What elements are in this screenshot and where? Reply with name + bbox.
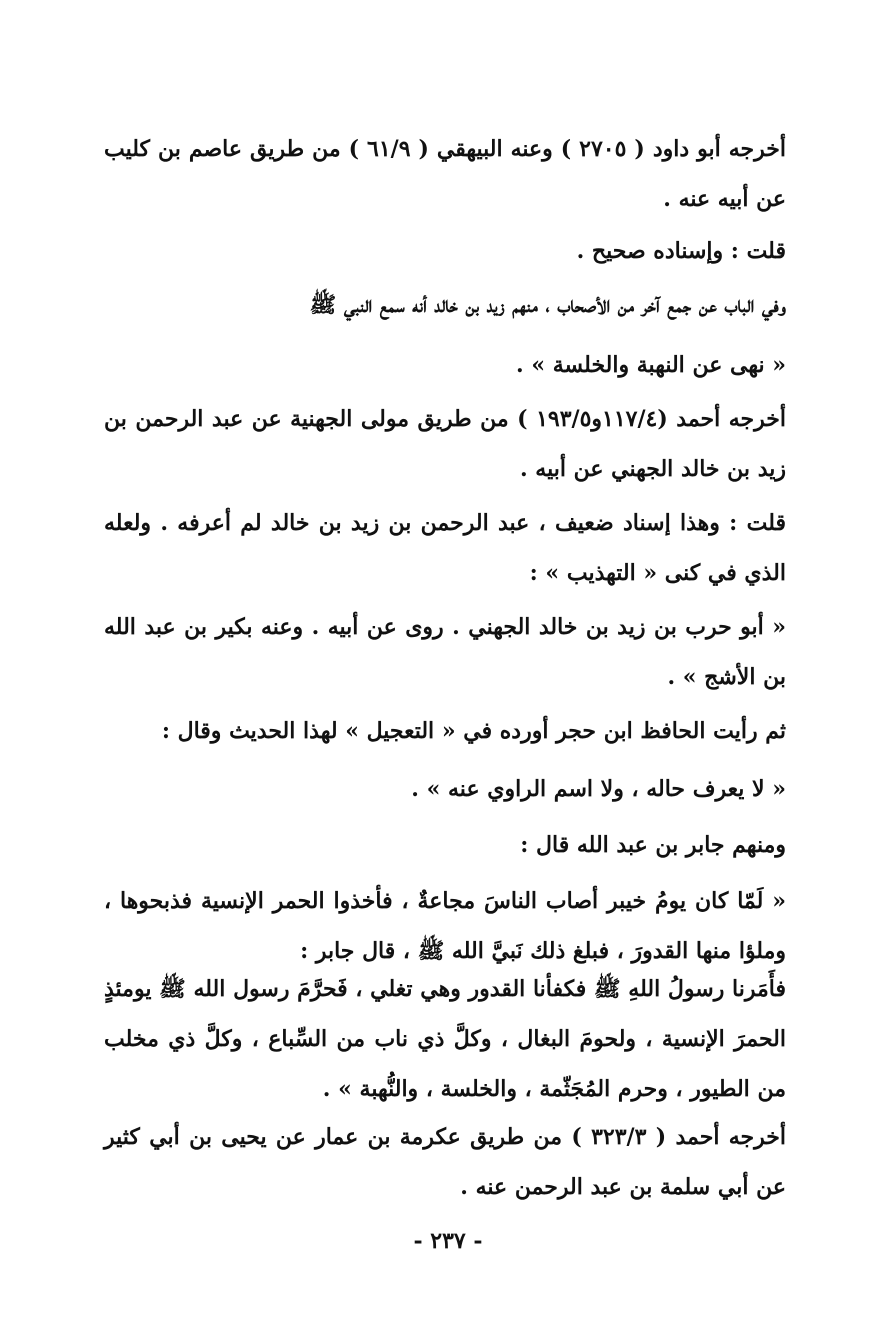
paragraph-isnad-daif: قلت : وهذا إسناد ضعيف ، عبد الرحمن بن زيد بن خالد لم أعرفه . ولعله الذي في كنى « التهذيب » : xyxy=(104,510,787,586)
page-number: - ٢٣٧ - xyxy=(413,1228,483,1254)
paragraph-takhrij-ahmad-1: أخرجه أحمد (١١٧/٤و١٩٣/٥ ) من طريق مولى الجهنية عن عبد الرحمن بن زيد بن خالد الجهني عن أبيه . xyxy=(104,406,787,482)
paragraph-khaybar-continued: فأَمَرنا رسولُ اللهِ ﷺ فكفأنا القدور وهي تغلي ، فَحرَّمَ رسول الله ﷺ يومئذٍ الحمرَ الإنسية ، ولحومَ البغال ، وكلَّ ذي ناب من السِّباع ، وكلَّ ذي مخلب من الطيور ، وحرم المُجَثّمة ، والخلسة ، والنُّهبة » . xyxy=(104,976,786,1102)
paragraph-la-yuraf: « لا يعرف حاله ، ولا اسم الراوي عنه » . xyxy=(411,776,786,802)
paragraph-hadith-nahba: « نهى عن النهبة والخلسة » . xyxy=(516,352,786,378)
paragraph-isnad-sahih: قلت : وإسناده صحيح . xyxy=(576,238,786,264)
paragraph-fil-bab: وفي الباب عن جمع آخر من الأصحاب ، منهم زيد بن خالد أنه سمع النبي ﷺ xyxy=(309,292,786,318)
paragraph-khaybar-hadith: « لَمّا كان يومُ خيبر أصاب الناسَ مجاعةٌ ، فأخذوا الحمر الإنسية فذبحوها ، وملؤا منها القدورَ ، فبلغ ذلك نَبيَّ الله ﷺ ، قال جابر : xyxy=(104,888,786,964)
paragraph-tahdhib-quote: « أبو حرب بن زيد بن خالد الجهني . روى عن أبيه . وعنه بكير بن عبد الله بن الأشج » . xyxy=(104,614,786,690)
paragraph-jabir-intro: ومنهم جابر بن عبد الله قال : xyxy=(520,832,786,858)
paragraph-takhrij-ahmad-2: أخرجه أحمد ( ٣٢٣/٣ ) من طريق عكرمة بن عمار عن يحيى بن أبي كثير عن أبي سلمة بن عبد الرحمن عنه . xyxy=(104,1124,786,1200)
paragraph-takhrij-abu-dawud: أخرجه أبو داود ( ٢٧٠٥ ) وعنه البيهقي ( ٦١/٩ ) من طريق عاصم بن كليب عن أبيه عنه . xyxy=(104,136,786,212)
paragraph-ibn-hajar: ثم رأيت الحافظ ابن حجر أورده في « التعجيل » لهذا الحديث وقال : xyxy=(161,718,786,744)
